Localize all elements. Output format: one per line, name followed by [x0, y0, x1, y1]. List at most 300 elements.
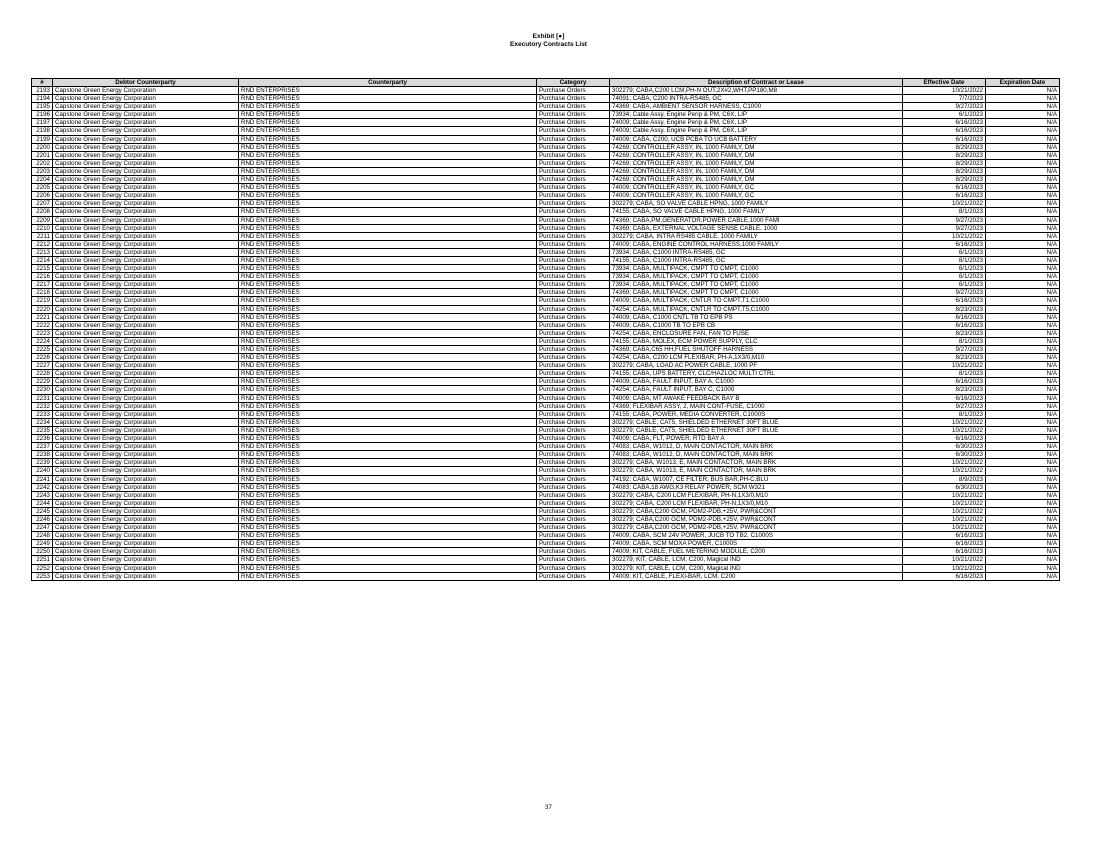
- expiration-date-cell: N/A: [986, 151, 1060, 159]
- expiration-date-cell: N/A: [986, 321, 1060, 329]
- expiration-date-cell: N/A: [986, 232, 1060, 240]
- effective-date-cell: 6/16/2023: [903, 192, 986, 200]
- counterparty-cell: RND ENTERPRISES: [239, 103, 537, 111]
- table-row: [32, 184, 1060, 192]
- header-row: [32, 79, 1060, 87]
- debtor-counterparty-cell: Capstone Green Energy Corporation: [53, 402, 239, 410]
- row-number: 2200: [32, 143, 53, 151]
- debtor-counterparty-cell: Capstone Green Energy Corporation: [53, 216, 239, 224]
- table-row: [32, 491, 1060, 499]
- contracts-table: [31, 78, 1060, 581]
- counterparty-cell: RND ENTERPRISES: [239, 443, 537, 451]
- counterparty-cell: RND ENTERPRISES: [239, 362, 537, 370]
- debtor-counterparty-cell: Capstone Green Energy Corporation: [53, 87, 239, 95]
- effective-date-cell: 10/21/2022: [903, 556, 986, 564]
- table-row: [32, 87, 1060, 95]
- row-number: 2246: [32, 515, 53, 523]
- effective-date-cell: 10/21/2022: [903, 200, 986, 208]
- description-cell: 74369; CABA,C65 HH,FUEL SHUTOFF HARNESS: [610, 346, 903, 354]
- expiration-date-cell: N/A: [986, 346, 1060, 354]
- table-row: [32, 435, 1060, 443]
- table-row: [32, 167, 1060, 175]
- col-counterparty-header: Counterparty: [239, 79, 537, 87]
- expiration-date-cell: N/A: [986, 467, 1060, 475]
- page-number: 37: [545, 805, 552, 811]
- row-number: 2236: [32, 435, 53, 443]
- debtor-counterparty-cell: Capstone Green Energy Corporation: [53, 386, 239, 394]
- col-category-header: Category: [537, 79, 610, 87]
- row-number: 2243: [32, 491, 53, 499]
- debtor-counterparty-cell: Capstone Green Energy Corporation: [53, 167, 239, 175]
- counterparty-cell: RND ENTERPRISES: [239, 184, 537, 192]
- description-cell: 74083; CABA, W1012, D, MAIN CONTACTOR, MAIN BRK: [610, 443, 903, 451]
- category-cell: Purchase Orders: [537, 127, 610, 135]
- debtor-counterparty-cell: Capstone Green Energy Corporation: [53, 556, 239, 564]
- category-cell: Purchase Orders: [537, 151, 610, 159]
- counterparty-cell: RND ENTERPRISES: [239, 386, 537, 394]
- category-cell: Purchase Orders: [537, 410, 610, 418]
- debtor-counterparty-cell: Capstone Green Energy Corporation: [53, 362, 239, 370]
- debtor-counterparty-cell: Capstone Green Energy Corporation: [53, 410, 239, 418]
- description-cell: 74091; CABA, C200 INTRA-RS485, GC: [610, 95, 903, 103]
- description-cell: 74269; CONTROLLER ASSY, IN, 1000 FAMILY, DM: [610, 151, 903, 159]
- table-row: [32, 394, 1060, 402]
- counterparty-cell: RND ENTERPRISES: [239, 572, 537, 580]
- category-cell: Purchase Orders: [537, 297, 610, 305]
- effective-date-cell: 6/16/2023: [903, 313, 986, 321]
- table-row: [32, 127, 1060, 135]
- table-row: [32, 159, 1060, 167]
- counterparty-cell: RND ENTERPRISES: [239, 95, 537, 103]
- row-number: 2208: [32, 208, 53, 216]
- counterparty-cell: RND ENTERPRISES: [239, 248, 537, 256]
- counterparty-cell: RND ENTERPRISES: [239, 176, 537, 184]
- description-cell: 73934; CABA, C1000 INTRA-RS485, GC: [610, 248, 903, 256]
- description-cell: 74009; CONTROLLER ASSY, IN, 1000 FAMILY, GC: [610, 192, 903, 200]
- table-row: [32, 297, 1060, 305]
- row-number: 2252: [32, 564, 53, 572]
- expiration-date-cell: N/A: [986, 386, 1060, 394]
- expiration-date-cell: N/A: [986, 548, 1060, 556]
- effective-date-cell: 7/7/2023: [903, 95, 986, 103]
- row-number: 2242: [32, 483, 53, 491]
- effective-date-cell: 6/1/2023: [903, 265, 986, 273]
- effective-date-cell: 6/16/2023: [903, 119, 986, 127]
- debtor-counterparty-cell: Capstone Green Energy Corporation: [53, 483, 239, 491]
- expiration-date-cell: N/A: [986, 248, 1060, 256]
- row-number: 2215: [32, 265, 53, 273]
- expiration-date-cell: N/A: [986, 572, 1060, 580]
- description-cell: 74083; CABA, W1012, D, MAIN CONTACTOR, MAIN BRK: [610, 451, 903, 459]
- effective-date-cell: 6/1/2023: [903, 273, 986, 281]
- row-number: 2251: [32, 556, 53, 564]
- counterparty-cell: RND ENTERPRISES: [239, 119, 537, 127]
- counterparty-cell: RND ENTERPRISES: [239, 313, 537, 321]
- effective-date-cell: 8/9/2023: [903, 475, 986, 483]
- table-row: [32, 362, 1060, 370]
- row-number: 2213: [32, 248, 53, 256]
- row-number: 2216: [32, 273, 53, 281]
- description-cell: 74192; CABA, W1007, CE FILTER, BUS BAR,PH-C,BLU: [610, 475, 903, 483]
- counterparty-cell: RND ENTERPRISES: [239, 524, 537, 532]
- table-row: [32, 499, 1060, 507]
- debtor-counterparty-cell: Capstone Green Energy Corporation: [53, 548, 239, 556]
- debtor-counterparty-cell: Capstone Green Energy Corporation: [53, 135, 239, 143]
- table-row: [32, 135, 1060, 143]
- counterparty-cell: RND ENTERPRISES: [239, 143, 537, 151]
- expiration-date-cell: N/A: [986, 540, 1060, 548]
- debtor-counterparty-cell: Capstone Green Energy Corporation: [53, 151, 239, 159]
- counterparty-cell: RND ENTERPRISES: [239, 135, 537, 143]
- table-row: [32, 329, 1060, 337]
- category-cell: Purchase Orders: [537, 273, 610, 281]
- effective-date-cell: 10/21/2022: [903, 467, 986, 475]
- row-number: 2214: [32, 256, 53, 264]
- effective-date-cell: 6/16/2023: [903, 184, 986, 192]
- row-number: 2253: [32, 572, 53, 580]
- row-number: 2197: [32, 119, 53, 127]
- expiration-date-cell: N/A: [986, 135, 1060, 143]
- table-row: [32, 224, 1060, 232]
- row-number: 2228: [32, 370, 53, 378]
- counterparty-cell: RND ENTERPRISES: [239, 548, 537, 556]
- effective-date-cell: 8/23/2023: [903, 386, 986, 394]
- description-cell: 302279; CABA, LOAD AC POWER CABLE, 1000 PF: [610, 362, 903, 370]
- expiration-date-cell: N/A: [986, 111, 1060, 119]
- counterparty-cell: RND ENTERPRISES: [239, 467, 537, 475]
- expiration-date-cell: N/A: [986, 200, 1060, 208]
- effective-date-cell: 8/23/2023: [903, 354, 986, 362]
- table-row: [32, 451, 1060, 459]
- expiration-date-cell: N/A: [986, 103, 1060, 111]
- row-number: 2203: [32, 167, 53, 175]
- category-cell: Purchase Orders: [537, 386, 610, 394]
- description-cell: 74009; CABA, C1000 CNTL TB TO EPB PS: [610, 313, 903, 321]
- expiration-date-cell: N/A: [986, 289, 1060, 297]
- expiration-date-cell: N/A: [986, 176, 1060, 184]
- description-cell: 74083; CABA,18 AWG,K3 RELAY POWER, SCM W321: [610, 483, 903, 491]
- expiration-date-cell: N/A: [986, 119, 1060, 127]
- effective-date-cell: 8/29/2023: [903, 151, 986, 159]
- counterparty-cell: RND ENTERPRISES: [239, 240, 537, 248]
- table-row: [32, 515, 1060, 523]
- table-row: [32, 548, 1060, 556]
- debtor-counterparty-cell: Capstone Green Energy Corporation: [53, 184, 239, 192]
- row-number: 2219: [32, 297, 53, 305]
- row-number: 2207: [32, 200, 53, 208]
- expiration-date-cell: N/A: [986, 87, 1060, 95]
- expiration-date-cell: N/A: [986, 95, 1060, 103]
- category-cell: Purchase Orders: [537, 240, 610, 248]
- category-cell: Purchase Orders: [537, 378, 610, 386]
- description-cell: 74009; CABA, C200, UCB PCBA TO UCB BATTERY: [610, 135, 903, 143]
- row-number: 2250: [32, 548, 53, 556]
- table-body: [32, 87, 1060, 581]
- effective-date-cell: 8/29/2023: [903, 159, 986, 167]
- description-cell: 302279; CABA, W1013, E, MAIN CONTACTOR, MAIN BRK: [610, 459, 903, 467]
- category-cell: Purchase Orders: [537, 483, 610, 491]
- row-number: 2230: [32, 386, 53, 394]
- debtor-counterparty-cell: Capstone Green Energy Corporation: [53, 329, 239, 337]
- expiration-date-cell: N/A: [986, 410, 1060, 418]
- col-effective-date-header: Effective Date: [903, 79, 986, 87]
- table-row: [32, 337, 1060, 345]
- table-row: [32, 346, 1060, 354]
- row-number: 2227: [32, 362, 53, 370]
- row-number: 2223: [32, 329, 53, 337]
- category-cell: Purchase Orders: [537, 192, 610, 200]
- category-cell: Purchase Orders: [537, 337, 610, 345]
- description-cell: 73934; CABA, MULTIPACK, CMPT TO CMPT, C1000: [610, 265, 903, 273]
- category-cell: Purchase Orders: [537, 329, 610, 337]
- effective-date-cell: 6/16/2023: [903, 572, 986, 580]
- debtor-counterparty-cell: Capstone Green Energy Corporation: [53, 435, 239, 443]
- counterparty-cell: RND ENTERPRISES: [239, 329, 537, 337]
- row-number: 2225: [32, 346, 53, 354]
- category-cell: Purchase Orders: [537, 256, 610, 264]
- description-cell: 74009; KIT, CABLE, FUEL METERING MODULE, C200: [610, 548, 903, 556]
- table-row: [32, 192, 1060, 200]
- counterparty-cell: RND ENTERPRISES: [239, 556, 537, 564]
- row-number: 2222: [32, 321, 53, 329]
- effective-date-cell: 10/21/2022: [903, 564, 986, 572]
- table-row: [32, 111, 1060, 119]
- category-cell: Purchase Orders: [537, 313, 610, 321]
- expiration-date-cell: N/A: [986, 378, 1060, 386]
- row-number: 2244: [32, 499, 53, 507]
- row-number: 2237: [32, 443, 53, 451]
- description-cell: 74369; CABA, MULTIPACK, CMPT TO CMPT, C1000: [610, 289, 903, 297]
- table-row: [32, 467, 1060, 475]
- description-cell: 74269; CONTROLLER ASSY, IN, 1000 FAMILY, DM: [610, 176, 903, 184]
- expiration-date-cell: N/A: [986, 354, 1060, 362]
- effective-date-cell: 6/16/2023: [903, 135, 986, 143]
- effective-date-cell: 6/16/2023: [903, 321, 986, 329]
- counterparty-cell: RND ENTERPRISES: [239, 281, 537, 289]
- counterparty-cell: RND ENTERPRISES: [239, 418, 537, 426]
- counterparty-cell: RND ENTERPRISES: [239, 394, 537, 402]
- effective-date-cell: 6/30/2023: [903, 483, 986, 491]
- debtor-counterparty-cell: Capstone Green Energy Corporation: [53, 248, 239, 256]
- row-number: 2241: [32, 475, 53, 483]
- counterparty-cell: RND ENTERPRISES: [239, 507, 537, 515]
- effective-date-cell: 6/16/2023: [903, 548, 986, 556]
- row-number: 2239: [32, 459, 53, 467]
- table-row: [32, 256, 1060, 264]
- expiration-date-cell: N/A: [986, 362, 1060, 370]
- category-cell: Purchase Orders: [537, 370, 610, 378]
- category-cell: Purchase Orders: [537, 572, 610, 580]
- effective-date-cell: 9/27/2023: [903, 216, 986, 224]
- col-number-header: #: [32, 79, 53, 87]
- expiration-date-cell: N/A: [986, 297, 1060, 305]
- expiration-date-cell: N/A: [986, 240, 1060, 248]
- description-cell: 302279; CABA,C200 LCM,PH-N OUT,2X#2,WHT,PP180,M8: [610, 87, 903, 95]
- description-cell: 74009; CABA, SCM 24V POWER, JUCB TO TB2, C1000S: [610, 532, 903, 540]
- effective-date-cell: 6/16/2023: [903, 127, 986, 135]
- expiration-date-cell: N/A: [986, 159, 1060, 167]
- counterparty-cell: RND ENTERPRISES: [239, 87, 537, 95]
- debtor-counterparty-cell: Capstone Green Energy Corporation: [53, 208, 239, 216]
- debtor-counterparty-cell: Capstone Green Energy Corporation: [53, 564, 239, 572]
- row-number: 2245: [32, 507, 53, 515]
- col-expiration-date-header: Expiration Date: [986, 79, 1060, 87]
- debtor-counterparty-cell: Capstone Green Energy Corporation: [53, 337, 239, 345]
- counterparty-cell: RND ENTERPRISES: [239, 297, 537, 305]
- category-cell: Purchase Orders: [537, 556, 610, 564]
- debtor-counterparty-cell: Capstone Green Energy Corporation: [53, 313, 239, 321]
- table-row: [32, 143, 1060, 151]
- effective-date-cell: 8/23/2023: [903, 329, 986, 337]
- expiration-date-cell: N/A: [986, 329, 1060, 337]
- description-cell: 74254; CABA, ENCLOSURE FAN, FAN TO FUSE: [610, 329, 903, 337]
- expiration-date-cell: N/A: [986, 313, 1060, 321]
- category-cell: Purchase Orders: [537, 499, 610, 507]
- table-row: [32, 305, 1060, 313]
- description-cell: 74009; CABA, FAULT INPUT, BAY A, C1000: [610, 378, 903, 386]
- description-cell: 74155; CABA, SO VALVE CABLE HPNG, 1000 FAMILY: [610, 208, 903, 216]
- debtor-counterparty-cell: Capstone Green Energy Corporation: [53, 524, 239, 532]
- effective-date-cell: 6/16/2023: [903, 297, 986, 305]
- description-cell: 74369; CABA, AMBIENT SENSOR HARNESS, C1000: [610, 103, 903, 111]
- description-cell: 74009; CABA, C1000 TB TO EPB CB: [610, 321, 903, 329]
- counterparty-cell: RND ENTERPRISES: [239, 499, 537, 507]
- expiration-date-cell: N/A: [986, 192, 1060, 200]
- description-cell: 302279; CABA, C200 LCM FLEXIBAR, PH-N,1X3/0,M10: [610, 491, 903, 499]
- category-cell: Purchase Orders: [537, 289, 610, 297]
- debtor-counterparty-cell: Capstone Green Energy Corporation: [53, 103, 239, 111]
- col-description-header: Description of Contract or Lease: [610, 79, 903, 87]
- row-number: 2233: [32, 410, 53, 418]
- row-number: 2194: [32, 95, 53, 103]
- effective-date-cell: 8/29/2023: [903, 176, 986, 184]
- effective-date-cell: 6/30/2023: [903, 451, 986, 459]
- category-cell: Purchase Orders: [537, 346, 610, 354]
- row-number: 2248: [32, 532, 53, 540]
- debtor-counterparty-cell: Capstone Green Energy Corporation: [53, 224, 239, 232]
- effective-date-cell: 10/21/2022: [903, 507, 986, 515]
- debtor-counterparty-cell: Capstone Green Energy Corporation: [53, 426, 239, 434]
- effective-date-cell: 10/21/2022: [903, 232, 986, 240]
- category-cell: Purchase Orders: [537, 167, 610, 175]
- row-number: 2229: [32, 378, 53, 386]
- table-row: [32, 386, 1060, 394]
- row-number: 2195: [32, 103, 53, 111]
- description-cell: 74369; CABA, EXTERNAL VOLTAGE SENSE CABLE, 1000: [610, 224, 903, 232]
- row-number: 2247: [32, 524, 53, 532]
- description-cell: 74155; CABA, C1000 INTRA-RS485, GC: [610, 256, 903, 264]
- row-number: 2212: [32, 240, 53, 248]
- effective-date-cell: 6/16/2023: [903, 378, 986, 386]
- row-number: 2202: [32, 159, 53, 167]
- category-cell: Purchase Orders: [537, 265, 610, 273]
- category-cell: Purchase Orders: [537, 426, 610, 434]
- counterparty-cell: RND ENTERPRISES: [239, 216, 537, 224]
- expiration-date-cell: N/A: [986, 524, 1060, 532]
- row-number: 2201: [32, 151, 53, 159]
- effective-date-cell: 9/27/2023: [903, 402, 986, 410]
- category-cell: Purchase Orders: [537, 532, 610, 540]
- debtor-counterparty-cell: Capstone Green Energy Corporation: [53, 281, 239, 289]
- category-cell: Purchase Orders: [537, 200, 610, 208]
- expiration-date-cell: N/A: [986, 216, 1060, 224]
- effective-date-cell: 6/1/2023: [903, 111, 986, 119]
- table-row: [32, 273, 1060, 281]
- counterparty-cell: RND ENTERPRISES: [239, 159, 537, 167]
- category-cell: Purchase Orders: [537, 119, 610, 127]
- debtor-counterparty-cell: Capstone Green Energy Corporation: [53, 378, 239, 386]
- table-row: [32, 572, 1060, 580]
- table-row: [32, 321, 1060, 329]
- category-cell: Purchase Orders: [537, 216, 610, 224]
- debtor-counterparty-cell: Capstone Green Energy Corporation: [53, 240, 239, 248]
- description-cell: 302279; CABA,C200 GCM, PDM2-PDB,+25V, PWR&CONT: [610, 524, 903, 532]
- table-row: [32, 532, 1060, 540]
- row-number: 2224: [32, 337, 53, 345]
- category-cell: Purchase Orders: [537, 548, 610, 556]
- category-cell: Purchase Orders: [537, 208, 610, 216]
- effective-date-cell: 8/23/2023: [903, 305, 986, 313]
- table-row: [32, 151, 1060, 159]
- description-cell: 74269; CONTROLLER ASSY, IN, 1000 FAMILY, DM: [610, 159, 903, 167]
- category-cell: Purchase Orders: [537, 418, 610, 426]
- category-cell: Purchase Orders: [537, 103, 610, 111]
- description-cell: 74009; Cable Assy, Engine Perip & PM, C6X, LIP: [610, 127, 903, 135]
- effective-date-cell: 8/1/2023: [903, 370, 986, 378]
- description-cell: 74369; CABA,PM,GENERATOR,POWER CABLE,1000 FAMI: [610, 216, 903, 224]
- counterparty-cell: RND ENTERPRISES: [239, 435, 537, 443]
- description-cell: 74009; CABA, SCM MOXA POWER, C1000S: [610, 540, 903, 548]
- counterparty-cell: RND ENTERPRISES: [239, 459, 537, 467]
- counterparty-cell: RND ENTERPRISES: [239, 426, 537, 434]
- counterparty-cell: RND ENTERPRISES: [239, 515, 537, 523]
- debtor-counterparty-cell: Capstone Green Energy Corporation: [53, 119, 239, 127]
- description-cell: 74254; CABA, FAULT INPUT, BAY C, C1000: [610, 386, 903, 394]
- category-cell: Purchase Orders: [537, 87, 610, 95]
- counterparty-cell: RND ENTERPRISES: [239, 321, 537, 329]
- table-header: [32, 79, 1060, 87]
- expiration-date-cell: N/A: [986, 499, 1060, 507]
- description-cell: 74254; CABA, C200 LCM FLEXIBAR, PH-A,1X3/0,M10: [610, 354, 903, 362]
- description-cell: 302279; CABA, W1013, E, MAIN CONTACTOR, MAIN BRK: [610, 467, 903, 475]
- counterparty-cell: RND ENTERPRISES: [239, 305, 537, 313]
- description-cell: 74369; FLEXIBAR ASSY, 2, MAIN CONT-FUSE, C1000: [610, 402, 903, 410]
- row-number: 2221: [32, 313, 53, 321]
- row-number: 2217: [32, 281, 53, 289]
- expiration-date-cell: N/A: [986, 507, 1060, 515]
- effective-date-cell: 9/27/2023: [903, 224, 986, 232]
- row-number: 2211: [32, 232, 53, 240]
- effective-date-cell: 9/27/2023: [903, 103, 986, 111]
- counterparty-cell: RND ENTERPRISES: [239, 564, 537, 572]
- table-row: [32, 443, 1060, 451]
- row-number: 2231: [32, 394, 53, 402]
- description-cell: 302279; CABA,C200 GCM, PDM2-PDB,+25V, PWR&CONT: [610, 515, 903, 523]
- debtor-counterparty-cell: Capstone Green Energy Corporation: [53, 354, 239, 362]
- category-cell: Purchase Orders: [537, 232, 610, 240]
- counterparty-cell: RND ENTERPRISES: [239, 483, 537, 491]
- counterparty-cell: RND ENTERPRISES: [239, 491, 537, 499]
- description-cell: 74155; CABA, POWER, MEDIA CONVERTER, C1000S: [610, 410, 903, 418]
- table-row: [32, 524, 1060, 532]
- description-cell: 74009; CABA, ENGINE CONTROL HARNESS,1000 FAMILY: [610, 240, 903, 248]
- row-number: 2196: [32, 111, 53, 119]
- category-cell: Purchase Orders: [537, 475, 610, 483]
- row-number: 2206: [32, 192, 53, 200]
- table-row: [32, 103, 1060, 111]
- debtor-counterparty-cell: Capstone Green Energy Corporation: [53, 467, 239, 475]
- debtor-counterparty-cell: Capstone Green Energy Corporation: [53, 143, 239, 151]
